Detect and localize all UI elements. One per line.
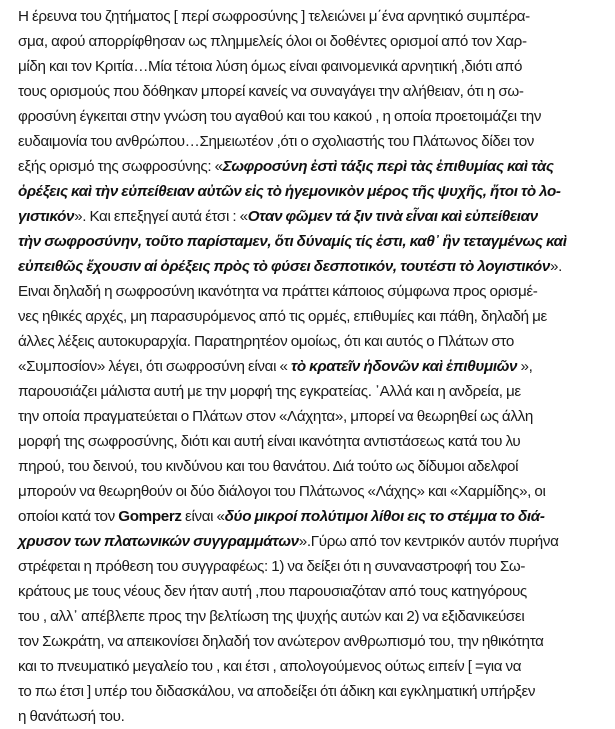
body-text: ».Γύρω από τον κεντρικόν αυτόν πυρήνα [298,533,559,550]
body-text: ευδαιμονία του ανθρώπου…Σημειωτέον ,ότι ο σχολιαστής του Πλάτωνος δίδει τον [18,133,535,150]
body-text: Ειναι δηλαδή η σωφροσύνη ικανότητα να πράττει κάποιος σύμφωνα προς ορισμέ- [18,283,538,300]
text-line [18,504,608,529]
quoted-greek-text: τὸ κρατεῖν ἡδονῶν καὶ ἐπιθυμιῶν [290,358,518,375]
text-line [18,229,608,254]
body-text: νες ηθικές αρχές, μη παρασυρόμενος από τις ορμές, επιθυμίες και πάθη, δηλαδή με [18,308,547,325]
body-text: σμα, αφού απορρίφθησαν ως πλημμελείς όλοι οι δοθέντες ορισμοί από τον Χαρ- [18,33,527,50]
text-line [18,179,608,204]
quoted-greek-text: εὐπειθῶς ἔχουσιν αἱ ὀρέξεις πρὸς τὸ φύσει δεσποτικόν, τουτέστι τὸ λογιστικόν [18,258,550,275]
text-line [18,629,608,654]
quoted-greek-text: τὴν σωφροσύνην, τοῦτο παρίσταμεν, ὅτι δύναμίς τίς ἐστι, καθ᾽ ἣν τεταγμένως καὶ [18,233,567,250]
text-line [18,204,608,229]
body-text: φροσύνη έγκειται στην γνώση του αγαθού και του κακού , η οποία προετοιμάζει την [18,108,542,125]
text-line [18,429,608,454]
body-text: άλλες λέξεις αυτοκυραρχία. Παρατηρητέον ομοίως, ότι και αυτός ο Πλάτων στο [18,333,514,350]
text-line [18,604,608,629]
body-text: οποίοι κατά τον [18,508,119,525]
body-text: ». [549,258,562,275]
body-text: μπορούν να θεωρηθούν οι δύο διάλογοι του Πλάτωνος «Λάχης» και «Χαρμίδης», οι [18,483,546,500]
text-line [18,454,608,479]
paragraph [18,4,608,729]
body-text: «Συμποσίον» λέγει, ότι σωφροσύνη είναι « [18,358,291,375]
body-text: μορφή της σωφροσύνης, διότι και αυτή είναι ικανότητα αντιστάσεως κατά του λυ [18,433,521,450]
text-line [18,29,608,54]
text-line [18,554,608,579]
body-text: και το πνευματικό μεγαλείο του , και έτσι , απολογούμενος ούτως ειπείν [ =για να [18,658,522,675]
body-text: », [517,358,533,375]
text-line [18,529,608,554]
body-text: τους ορισμούς που δόθηκαν μπορεί κανείς να συναγάγει την αλήθειαν, ότι η σω- [18,83,524,100]
text-line [18,279,608,304]
body-text: Η έρευνα του ζητήματος [ περί σωφροσύνης ] τελειώνει μ΄ένα αρνητικό συμπέρα- [18,8,530,25]
text-line [18,479,608,504]
quoted-greek-text: γιστικόν [18,208,75,225]
body-text: πηρού, του δεινού, του κινδύνου και του θανάτου. Διά τούτο ως δίδυμοι αδελφοί [18,458,519,475]
text-line [18,104,608,129]
text-line [18,254,608,279]
body-text: την οποία πραγματεύεται ο Πλάτων στον «Λάχητα», μπορεί να θεωρηθεί ως άλλη [18,408,533,425]
text-line [18,79,608,104]
text-line [18,679,608,704]
body-text: παρουσιάζει μάλιστα αυτή με την μορφή της εγκρατείας. ᾽Αλλά και η ανδρεία, με [18,383,521,400]
quoted-greek-text: Οταν φῶμεν τά ξιν τινὰ εἶναι καὶ εὐπείθειαν [247,208,538,225]
body-text: στρέφεται η πρόθεση του συγγραφέως: 1) να δείξει ότι η συναναστροφή του Σω- [18,558,526,575]
text-line [18,154,608,179]
bold-author-name: Gomperz [118,508,182,525]
body-text: κράτους με τους νέους δεν ήταν αυτή ,που παρουσιαζόταν από τους κατηγόρους [18,583,527,600]
body-text: του , αλλ᾽ απέβλεπε προς την βελτίωση της ψυχής αυτών και 2) να εξιδανικεύσει [18,608,525,625]
quoted-greek-text: Σωφροσύνη ἐστὶ τάξις περὶ τὰς ἐπιθυμίας καὶ τὰς [222,158,554,175]
text-line [18,354,608,379]
text-line [18,379,608,404]
text-line [18,129,608,154]
text-line [18,654,608,679]
body-text: τον Σωκράτη, να απεικονίσει δηλαδή τον ανώτερον ανθρωπισμό του, την ηθικότητα [18,633,544,650]
text-line [18,704,608,729]
quoted-greek-text: χρυσον των πλατωνικών συγγραμμάτων [18,533,299,550]
body-text: ». Και επεξηγεί αυτά έτσι : « [74,208,248,225]
body-text: είναι « [181,508,225,525]
text-line [18,4,608,29]
text-line [18,304,608,329]
body-text: μίδη και τον Κριτία…Μία τέτοια λύση όμως είναι φαινομενικά αρνητική ,διότι από [18,58,523,75]
text-line [18,329,608,354]
body-text: εξής ορισμό της σωφροσύνης: « [18,158,223,175]
body-text: η θανάτωσή του. [18,708,125,725]
quoted-greek-text: δύο μικροί πολύτιμοι λίθοι εις το στέμμα το διά- [224,508,545,525]
text-line [18,579,608,604]
quoted-greek-text: ὀρέξεις καὶ τὴν εὐπείθειαν αὐτῶν εἰς τὸ ἡγεμονικὸν μέρος τῆς ψυχῆς, ἤτοι τὸ λο- [18,183,561,200]
text-line [18,404,608,429]
body-text: το πω έτσι ] υπέρ του διδασκάλου, να αποδείξει ότι άδικη και εγκληματική υπήρξεν [18,683,536,700]
text-line [18,54,608,79]
